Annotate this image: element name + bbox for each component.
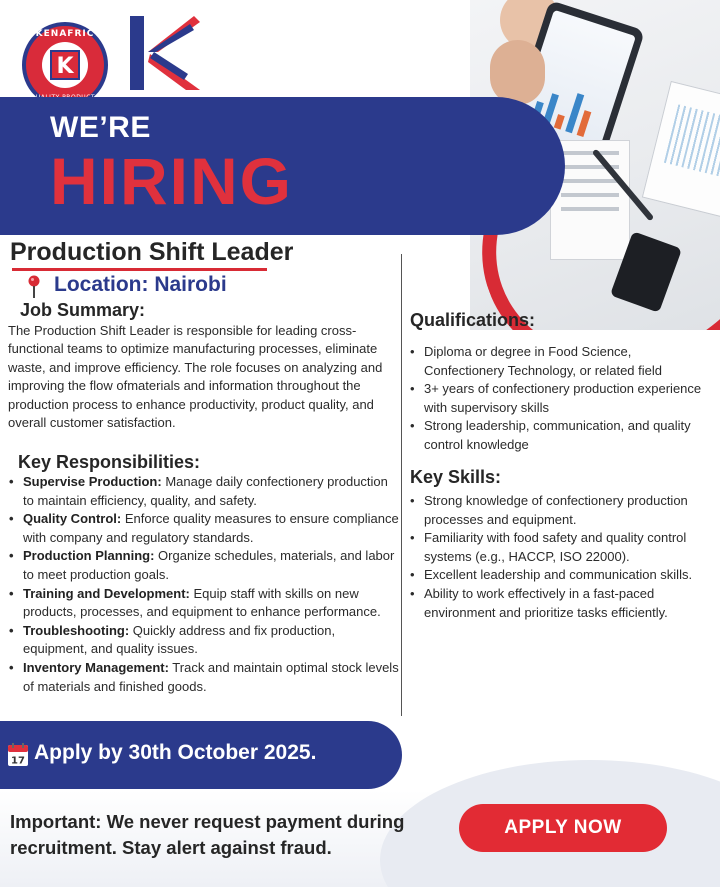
list-item: • Inventory Management: Track and maintain optimal stock levels of materials and finished goods. [8,659,400,696]
list-item: • Quality Control: Enforce quality measures to ensure compliance with company and regulatory standards. [8,510,400,547]
job-location: Location: Nairobi [54,273,227,296]
banner-hiring-text: HIRING [50,144,293,218]
job-title: Production Shift Leader [10,238,294,266]
job-summary-heading: Job Summary: [20,300,146,320]
responsibilities-list [8,473,400,696]
list-item: • Diploma or degree in Food Science, Confectionery Technology, or related field [410,343,715,380]
calendar-day: 17 [11,755,25,767]
kenafric-k-logo-icon [128,12,202,92]
title-underline [12,268,267,271]
list-item: • Troubleshooting: Quickly address and fix production, equipment, and quality issues. [8,622,400,659]
list-item: • 3+ years of confectionery production experience with supervisory skills [410,380,715,417]
logo-ring-top-text: KENAFRIC [35,29,95,39]
list-item: • Training and Development: Equip staff with skills on new products, processes, and equipment to enhance performance. [8,585,400,622]
hand-shape [490,40,545,105]
qualifications-heading: Qualifications: [410,310,536,330]
column-divider [401,254,402,716]
list-item: • Strong knowledge of confectionery production processes and equipment. [410,492,715,529]
calendar-icon [7,743,29,767]
list-item: • Familiarity with food safety and quality control systems (e.g., HACCP, ISO 22000). [410,529,715,566]
logo-mark: K [50,50,80,80]
list-item: • Production Planning: Organize schedules, materials, and labor to meet production goals. [8,547,400,584]
responsibilities-heading: Key Responsibilities: [18,452,201,472]
apply-deadline-text: Apply by 30th October 2025. [34,741,317,764]
location-pin-icon [26,275,42,299]
key-skills-list [410,492,715,622]
list-item: • Strong leadership, communication, and quality control knowledge [410,417,715,454]
apply-now-button[interactable]: APPLY NOW [459,804,667,852]
list-item: • Excellent leadership and communication skills. [410,566,715,585]
kenafric-logo [22,22,108,108]
list-item: • Supervise Production: Manage daily confectionery production to maintain efficiency, quality, and safety. [8,473,400,510]
job-summary-text: The Production Shift Leader is responsible for leading cross-functional teams to optimize manufacturing processes, eliminate waste, and improve efficiency. The role focuses on analyzing and improving the flow ofmaterials and information throughout the production process to enhance productivity, product quality, and overall customer satisfaction. [8,323,383,431]
qualifications-list [410,343,715,455]
fraud-warning-text: Important: We never request payment during recruitment. Stay alert against fraud. [10,811,405,858]
list-item: • Ability to work effectively in a fast-paced environment and prioritize tasks efficiently. [410,585,715,622]
banner-were-text: WE’RE [50,111,151,144]
key-skills-heading: Key Skills: [410,467,502,487]
